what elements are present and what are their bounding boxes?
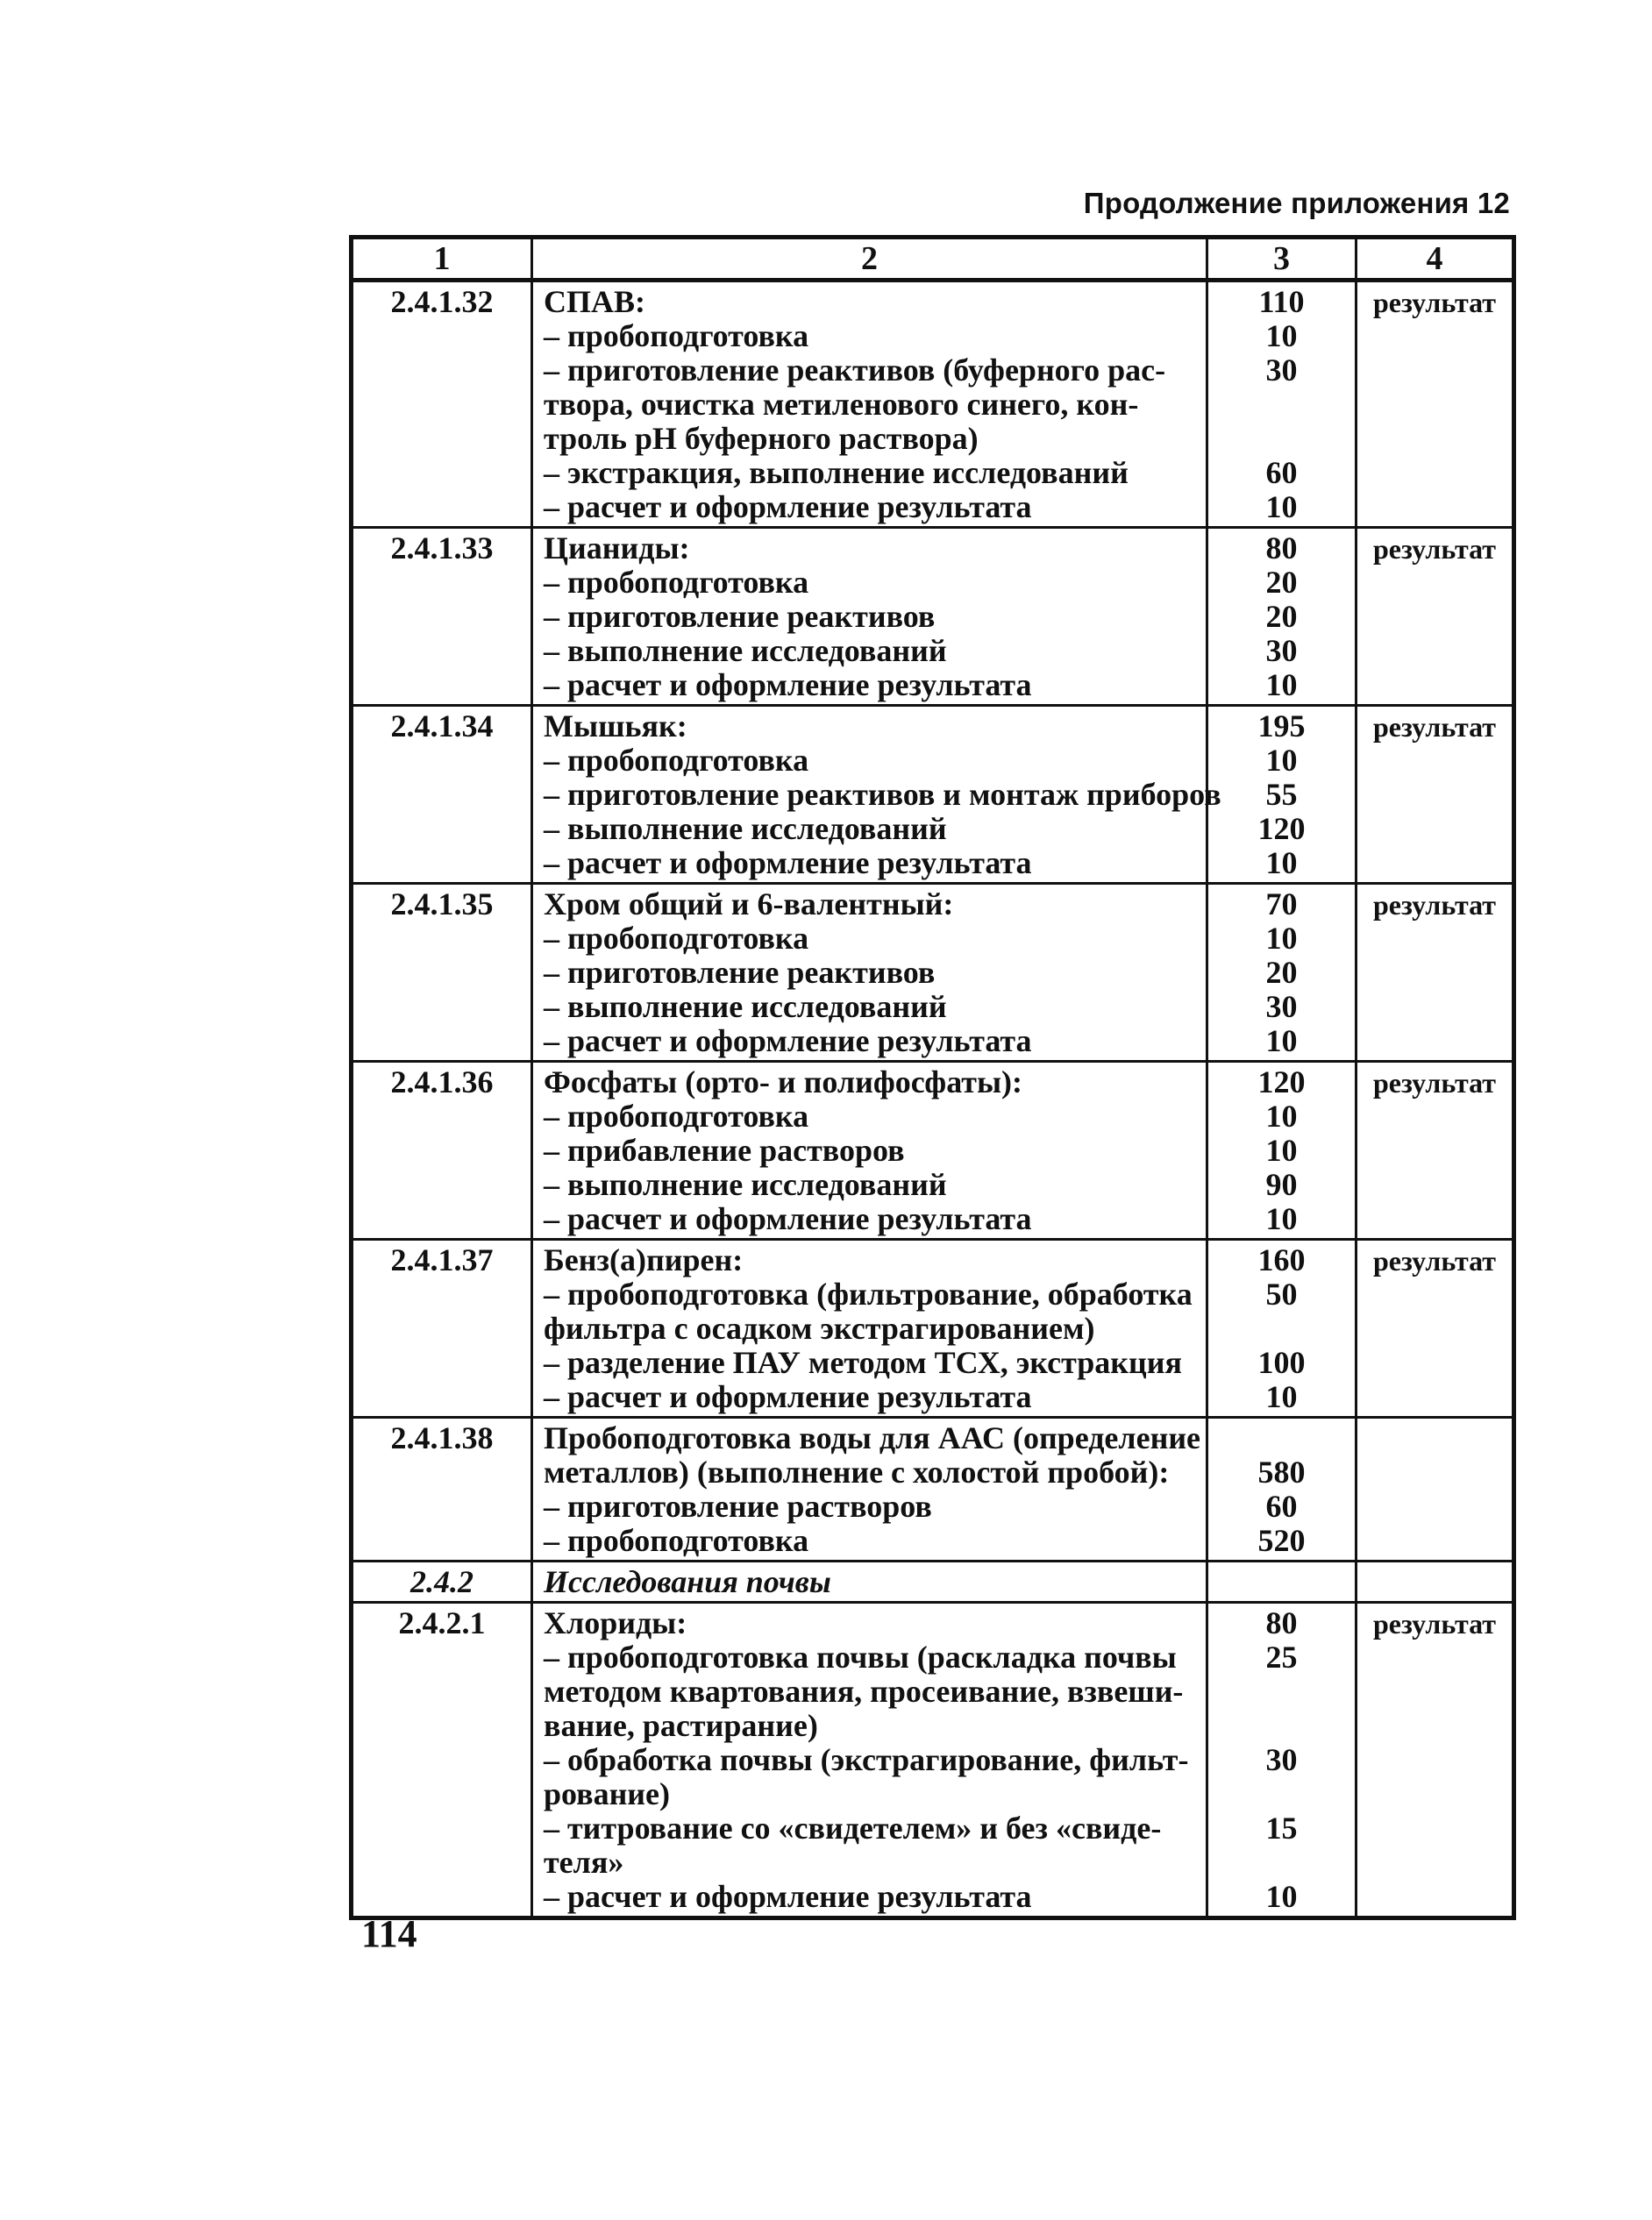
- description-line: – пробоподготовка: [544, 743, 809, 778]
- table-row: [352, 1603, 1514, 1918]
- time-value: 20: [1265, 955, 1298, 990]
- continuation-label: Продолжение приложения 12: [1083, 187, 1510, 219]
- time-value: 10: [1265, 921, 1298, 956]
- time-values: [1207, 1062, 1356, 1240]
- description-line: – прибавление растворов: [544, 1133, 905, 1168]
- time-value: 20: [1265, 565, 1298, 600]
- measure-unit: результат: [1356, 1240, 1514, 1418]
- time-value: [1208, 1421, 1355, 1455]
- time-value: 10: [1265, 1379, 1298, 1414]
- description-line: – экстракция, выполнение исследований: [544, 455, 1129, 490]
- time-value: 10: [1265, 667, 1298, 702]
- description-line: методом квартования, просеивание, взвеши-: [544, 1674, 1184, 1709]
- time-value: 10: [1265, 743, 1298, 778]
- description-line: – выполнение исследований: [544, 811, 947, 846]
- description-line: – приготовление реактивов: [544, 599, 936, 634]
- table-row: [352, 706, 1514, 884]
- time-value: 90: [1265, 1167, 1298, 1202]
- item-code: 2.4.1.37: [352, 1240, 532, 1418]
- time-values: [1207, 1562, 1356, 1603]
- description-line: троль pH буферного раствора): [544, 421, 979, 456]
- time-value: [1208, 1709, 1355, 1743]
- time-value: 10: [1265, 318, 1298, 353]
- description-line: фильтра с осадком экстрагированием): [544, 1311, 1095, 1346]
- description-line: металлов) (выполнение с холостой пробой):: [544, 1455, 1170, 1490]
- description-line: Пробоподготовка воды для ААС (определение: [544, 1420, 1201, 1455]
- table-row: [352, 1240, 1514, 1418]
- time-value: 120: [1257, 1064, 1306, 1099]
- time-value: 30: [1265, 1742, 1298, 1777]
- time-value: 520: [1257, 1523, 1306, 1558]
- measure-unit: результат: [1356, 1062, 1514, 1240]
- table-row: [352, 1418, 1514, 1562]
- description-line: Бенз(а)пирен:: [544, 1242, 744, 1277]
- table-row: [352, 528, 1514, 706]
- time-value: 580: [1257, 1455, 1306, 1490]
- measure-unit: результат: [1356, 706, 1514, 884]
- time-value: 195: [1257, 708, 1306, 744]
- time-value: 10: [1265, 845, 1298, 880]
- time-value: 25: [1265, 1640, 1298, 1675]
- time-value: 70: [1265, 886, 1298, 921]
- description-line: СПАВ:: [544, 284, 645, 319]
- description-line: твора, очистка метиленового синего, кон-: [544, 387, 1139, 422]
- item-description: [532, 281, 1207, 528]
- time-value: 80: [1265, 530, 1298, 566]
- time-values: [1207, 528, 1356, 706]
- item-code: 2.4.1.33: [352, 528, 532, 706]
- description-line: – расчет и оформление результата: [544, 1879, 1032, 1914]
- description-line: Хлориды:: [544, 1605, 687, 1640]
- description-line: – пробоподготовка (фильтрование, обработка: [544, 1277, 1193, 1312]
- item-description: [532, 1240, 1207, 1418]
- description-line: – пробоподготовка: [544, 565, 809, 600]
- time-values: [1207, 706, 1356, 884]
- time-value: [1208, 1777, 1355, 1811]
- time-values: [1207, 281, 1356, 528]
- description-line: – пробоподготовка: [544, 1099, 809, 1134]
- description-line: – расчет и оформление результата: [544, 1379, 1032, 1414]
- description-line: – приготовление реактивов и монтаж приборов: [544, 777, 1221, 812]
- time-values: [1207, 1418, 1356, 1562]
- time-values: [1207, 1603, 1356, 1918]
- item-code: 2.4.1.34: [352, 706, 532, 884]
- time-value: 55: [1265, 777, 1298, 812]
- description-line: Фосфаты (орто- и полифосфаты):: [544, 1064, 1023, 1099]
- item-code: 2.4.1.32: [352, 281, 532, 528]
- time-value: 30: [1265, 352, 1298, 388]
- time-value: 20: [1265, 599, 1298, 634]
- time-values: [1207, 1240, 1356, 1418]
- measure-unit: результат: [1356, 528, 1514, 706]
- measure-unit: результат: [1356, 884, 1514, 1062]
- description-line: Исследования почвы: [544, 1564, 831, 1599]
- item-code: 2.4.2: [352, 1562, 532, 1603]
- item-code: 2.4.1.38: [352, 1418, 532, 1562]
- description-line: – расчет и оформление результата: [544, 1023, 1032, 1058]
- time-value: 10: [1265, 489, 1298, 524]
- table-header: [352, 238, 1514, 281]
- time-value: 10: [1265, 1099, 1298, 1134]
- time-value: [1208, 1312, 1355, 1346]
- item-code: 2.4.1.36: [352, 1062, 532, 1240]
- time-value: 120: [1257, 811, 1306, 846]
- description-line: Хром общий и 6-валентный:: [544, 886, 954, 921]
- description-line: – расчет и оформление результата: [544, 1201, 1032, 1236]
- time-value: 30: [1265, 989, 1298, 1024]
- time-value: 50: [1265, 1277, 1298, 1312]
- description-line: – приготовление реактивов: [544, 955, 936, 990]
- time-value: [1208, 422, 1355, 456]
- table-row: [352, 884, 1514, 1062]
- description-line: – приготовление реактивов (буферного рас-: [544, 352, 1166, 388]
- description-line: рование): [544, 1776, 671, 1811]
- time-value: 30: [1265, 633, 1298, 668]
- time-value: 15: [1265, 1811, 1298, 1846]
- header-col-2: 2: [532, 238, 1207, 281]
- time-values: [1207, 884, 1356, 1062]
- time-value: [1208, 1846, 1355, 1880]
- item-code: 2.4.1.35: [352, 884, 532, 1062]
- description-line: вание, растирание): [544, 1708, 818, 1743]
- description-line: – расчет и оформление результата: [544, 667, 1032, 702]
- header-col-4: 4: [1356, 238, 1514, 281]
- item-description: [532, 884, 1207, 1062]
- description-line: – выполнение исследований: [544, 1167, 947, 1202]
- item-description: [532, 1418, 1207, 1562]
- table-row: [352, 1062, 1514, 1240]
- time-value: 60: [1265, 1489, 1298, 1524]
- description-line: – пробоподготовка почвы (раскладка почвы: [544, 1640, 1177, 1675]
- measure-unit: результат: [1356, 1603, 1514, 1918]
- measure-unit: результат: [1356, 281, 1514, 528]
- measure-unit: [1356, 1418, 1514, 1562]
- description-line: – расчет и оформление результата: [544, 845, 1032, 880]
- item-description: [532, 1062, 1207, 1240]
- time-value: [1208, 388, 1355, 422]
- header-col-1: 1: [352, 238, 532, 281]
- measure-unit: [1356, 1562, 1514, 1603]
- table-row: [352, 1562, 1514, 1603]
- description-line: – выполнение исследований: [544, 633, 947, 668]
- time-value: 60: [1265, 455, 1298, 490]
- time-value: 10: [1265, 1133, 1298, 1168]
- description-line: – пробоподготовка: [544, 1523, 809, 1558]
- time-value: 10: [1265, 1023, 1298, 1058]
- header-col-3: 3: [1207, 238, 1356, 281]
- time-value: 10: [1265, 1201, 1298, 1236]
- description-line: Мышьяк:: [544, 708, 687, 744]
- norms-table: [349, 235, 1516, 1920]
- description-line: – расчет и оформление результата: [544, 489, 1032, 524]
- item-description: [532, 528, 1207, 706]
- time-value: 160: [1257, 1242, 1306, 1277]
- description-line: – пробоподготовка: [544, 318, 809, 353]
- description-line: – приготовление растворов: [544, 1489, 932, 1524]
- time-value: 100: [1257, 1345, 1306, 1380]
- description-line: – выполнение исследований: [544, 989, 947, 1024]
- time-value: 10: [1265, 1879, 1298, 1914]
- time-value: 80: [1265, 1605, 1298, 1640]
- page-number: 114: [361, 1912, 417, 1955]
- description-line: Цианиды:: [544, 530, 690, 566]
- description-line: теля»: [544, 1845, 624, 1880]
- item-description: [532, 706, 1221, 884]
- item-code: 2.4.2.1: [352, 1603, 532, 1918]
- time-value: [1208, 1675, 1355, 1709]
- description-line: – разделение ПАУ методом ТСХ, экстракция: [544, 1345, 1182, 1380]
- description-line: – титрование со «свидетелем» и без «свиде-: [544, 1811, 1162, 1846]
- description-line: – обработка почвы (экстрагирование, фильт-: [544, 1742, 1189, 1777]
- time-value: 110: [1258, 284, 1305, 319]
- table-row: [352, 281, 1514, 528]
- item-description: [532, 1603, 1207, 1918]
- item-description: [532, 1562, 1207, 1603]
- table-body: [352, 281, 1514, 1918]
- description-line: – пробоподготовка: [544, 921, 809, 956]
- time-value: [1208, 1565, 1355, 1599]
